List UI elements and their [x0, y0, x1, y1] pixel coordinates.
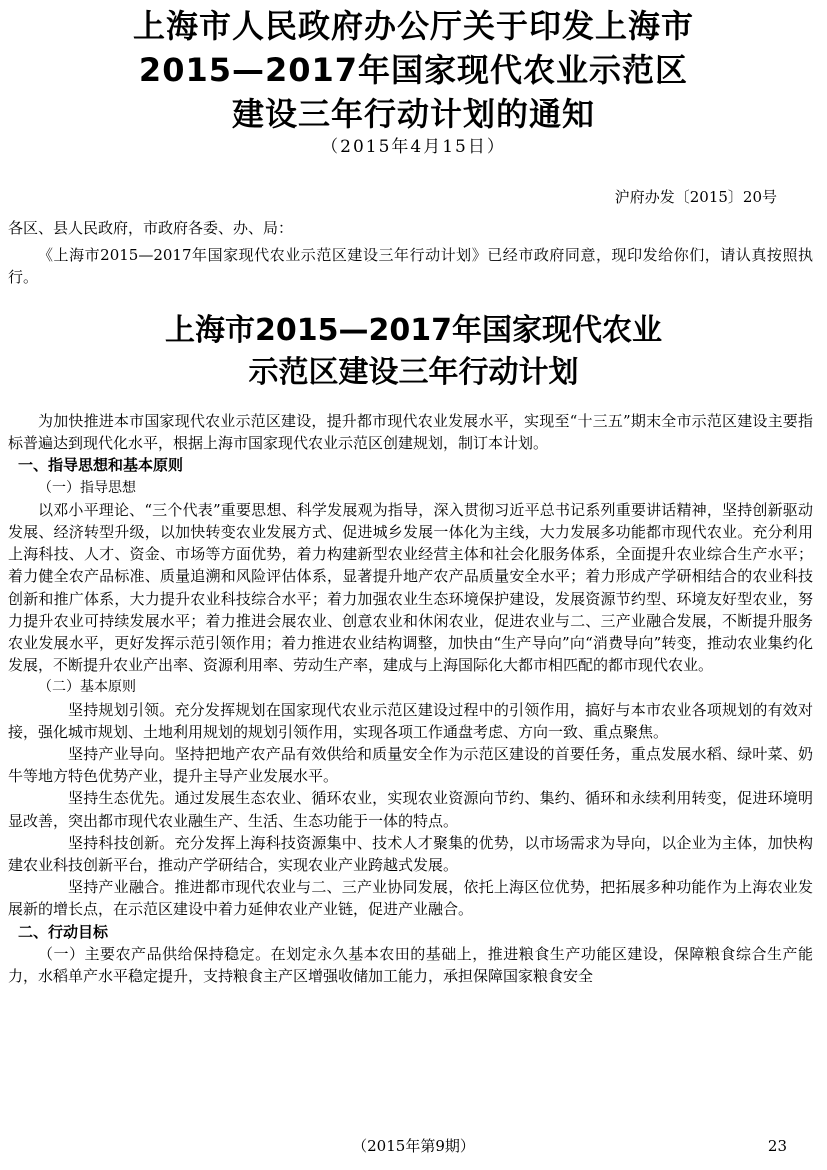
- guiding-ideology-text: 以邓小平理论、“三个代表”重要思想、科学发展观为指导，深入贯彻习近平总书记系列重要讲话精神，坚持创新驱动发展、经济转型升级，以加快转变农业发展方式、促进城乡发展一体化为主线，大力发展多功能都市现代农业。充分利用上海科技、人才、资金、市场等方面优势，着力构建新型农业经营主体和社会化服务体系，全面提升农业综合生产水平；着力健全农产品标准、质量追溯和风险评估体系，显著提升地产农产品质量安全水平；着力形成产学研相结合的农业科技创新和推广体系，大力提升农业科技综合水平；着力加强农业生态环境保护建设，发展资源节约型、环境友好型农业，努力提升农业可持续发展水平；着力推进会展农业、创意农业和休闲农业，促进农业与二、三产业融合发展，不断提升服务农业发展水平，更好发挥示范引领作用；着力推进农业结构调整，加快由“生产导向”向“消费导向”转变，推动农业集约化发展，不断提升农业产出率、资源利用率、劳动生产率，建成与上海国际化大都市相匹配的都市现代农业。: [8, 500, 813, 675]
- notice-title-line-1: 上海市人民政府办公厅关于印发上海市: [132, 7, 694, 45]
- plan-body: [8, 410, 813, 987]
- principle-paragraph: 坚持科技创新。充分发挥上海科技资源集中、技术人才聚集的优势，以市场需求为导向，以企业为主体，加快构建农业科技创新平台，推动产学研结合，实现农业产业跨越式发展。: [8, 833, 813, 875]
- page-number: 23: [767, 1137, 787, 1155]
- subsection-heading-guiding: （一）指导思想: [38, 479, 136, 496]
- section-heading-1: 一、指导思想和基本原则: [18, 456, 184, 475]
- plan-title-line-2: 示范区建设三年行动计划: [248, 355, 579, 390]
- goal-subheading: （一）主要农产品供给保持稳定。: [38, 944, 271, 963]
- plan-title-line-1: 上海市2015—2017年国家现代农业: [165, 313, 662, 348]
- plan-intro: 为加快推进本市国家现代农业示范区建设，提升都市现代农业发展水平，实现至“十三五”期末全市示范区建设主要指标普遍达到现代化水平，根据上海市国家现代农业示范区创建规划，制订本计划。: [8, 412, 813, 453]
- principle-paragraph: 坚持产业导向。坚持把地产农产品有效供给和质量安全作为示范区建设的首要任务，重点发展水稻、绿叶菜、奶牛等地方特色优势产业，提升主导产业发展水平。: [8, 745, 813, 786]
- principle-paragraph: 坚持生态优先。通过发展生态农业、循环农业，实现农业资源向节约、集约、循环和永续利用转变，促进环境明显改善，突出都市现代农业融生产、生活、生态功能于一体的特点。: [8, 789, 813, 830]
- recipient-line: 各区、县人民政府，市政府各委、办、局：: [8, 219, 294, 237]
- notice-title-line-3: 建设三年行动计划的通知: [231, 95, 595, 133]
- goal-text: 在划定永久基本农田的基础上，推进粮食生产功能区建设，保障粮食综合生产能力，水稻单产水平稳定提升，支持粮食主产区增强收储加工能力，承担保障国家粮食安全: [8, 944, 813, 986]
- notice-title-line-2: 2015—2017年国家现代农业示范区: [138, 51, 689, 89]
- subsection-heading-principles: （二）基本原则: [38, 679, 136, 696]
- section-heading-2: 二、行动目标: [18, 922, 109, 941]
- notice-date: （2015年4月15日）: [321, 137, 506, 157]
- footer-issue: （2015年第9期）: [352, 1137, 475, 1155]
- notice-body: 《上海市2015—2017年国家现代农业示范区建设三年行动计划》已经市政府同意，现印发给你们，请认真按照执行。: [8, 246, 813, 286]
- goal-paragraph: [8, 943, 813, 987]
- principle-paragraph: 坚持产业融合。推进都市现代农业与二、三产业协同发展，依托上海区位优势，把拓展多种功能作为上海农业发展新的增长点，在示范区建设中着力延伸农业产业链，促进产业融合。: [8, 878, 813, 919]
- document-number: 沪府办发〔2015〕20号: [614, 188, 777, 206]
- principle-paragraph: 坚持规划引领。充分发挥规划在国家现代农业示范区建设过程中的引领作用，搞好与本市农业各项规划的有效对接，强化城市规划、土地利用规划的规划引领作用，实现各项工作通盘考虑、方向一致、重点聚焦。: [8, 700, 813, 741]
